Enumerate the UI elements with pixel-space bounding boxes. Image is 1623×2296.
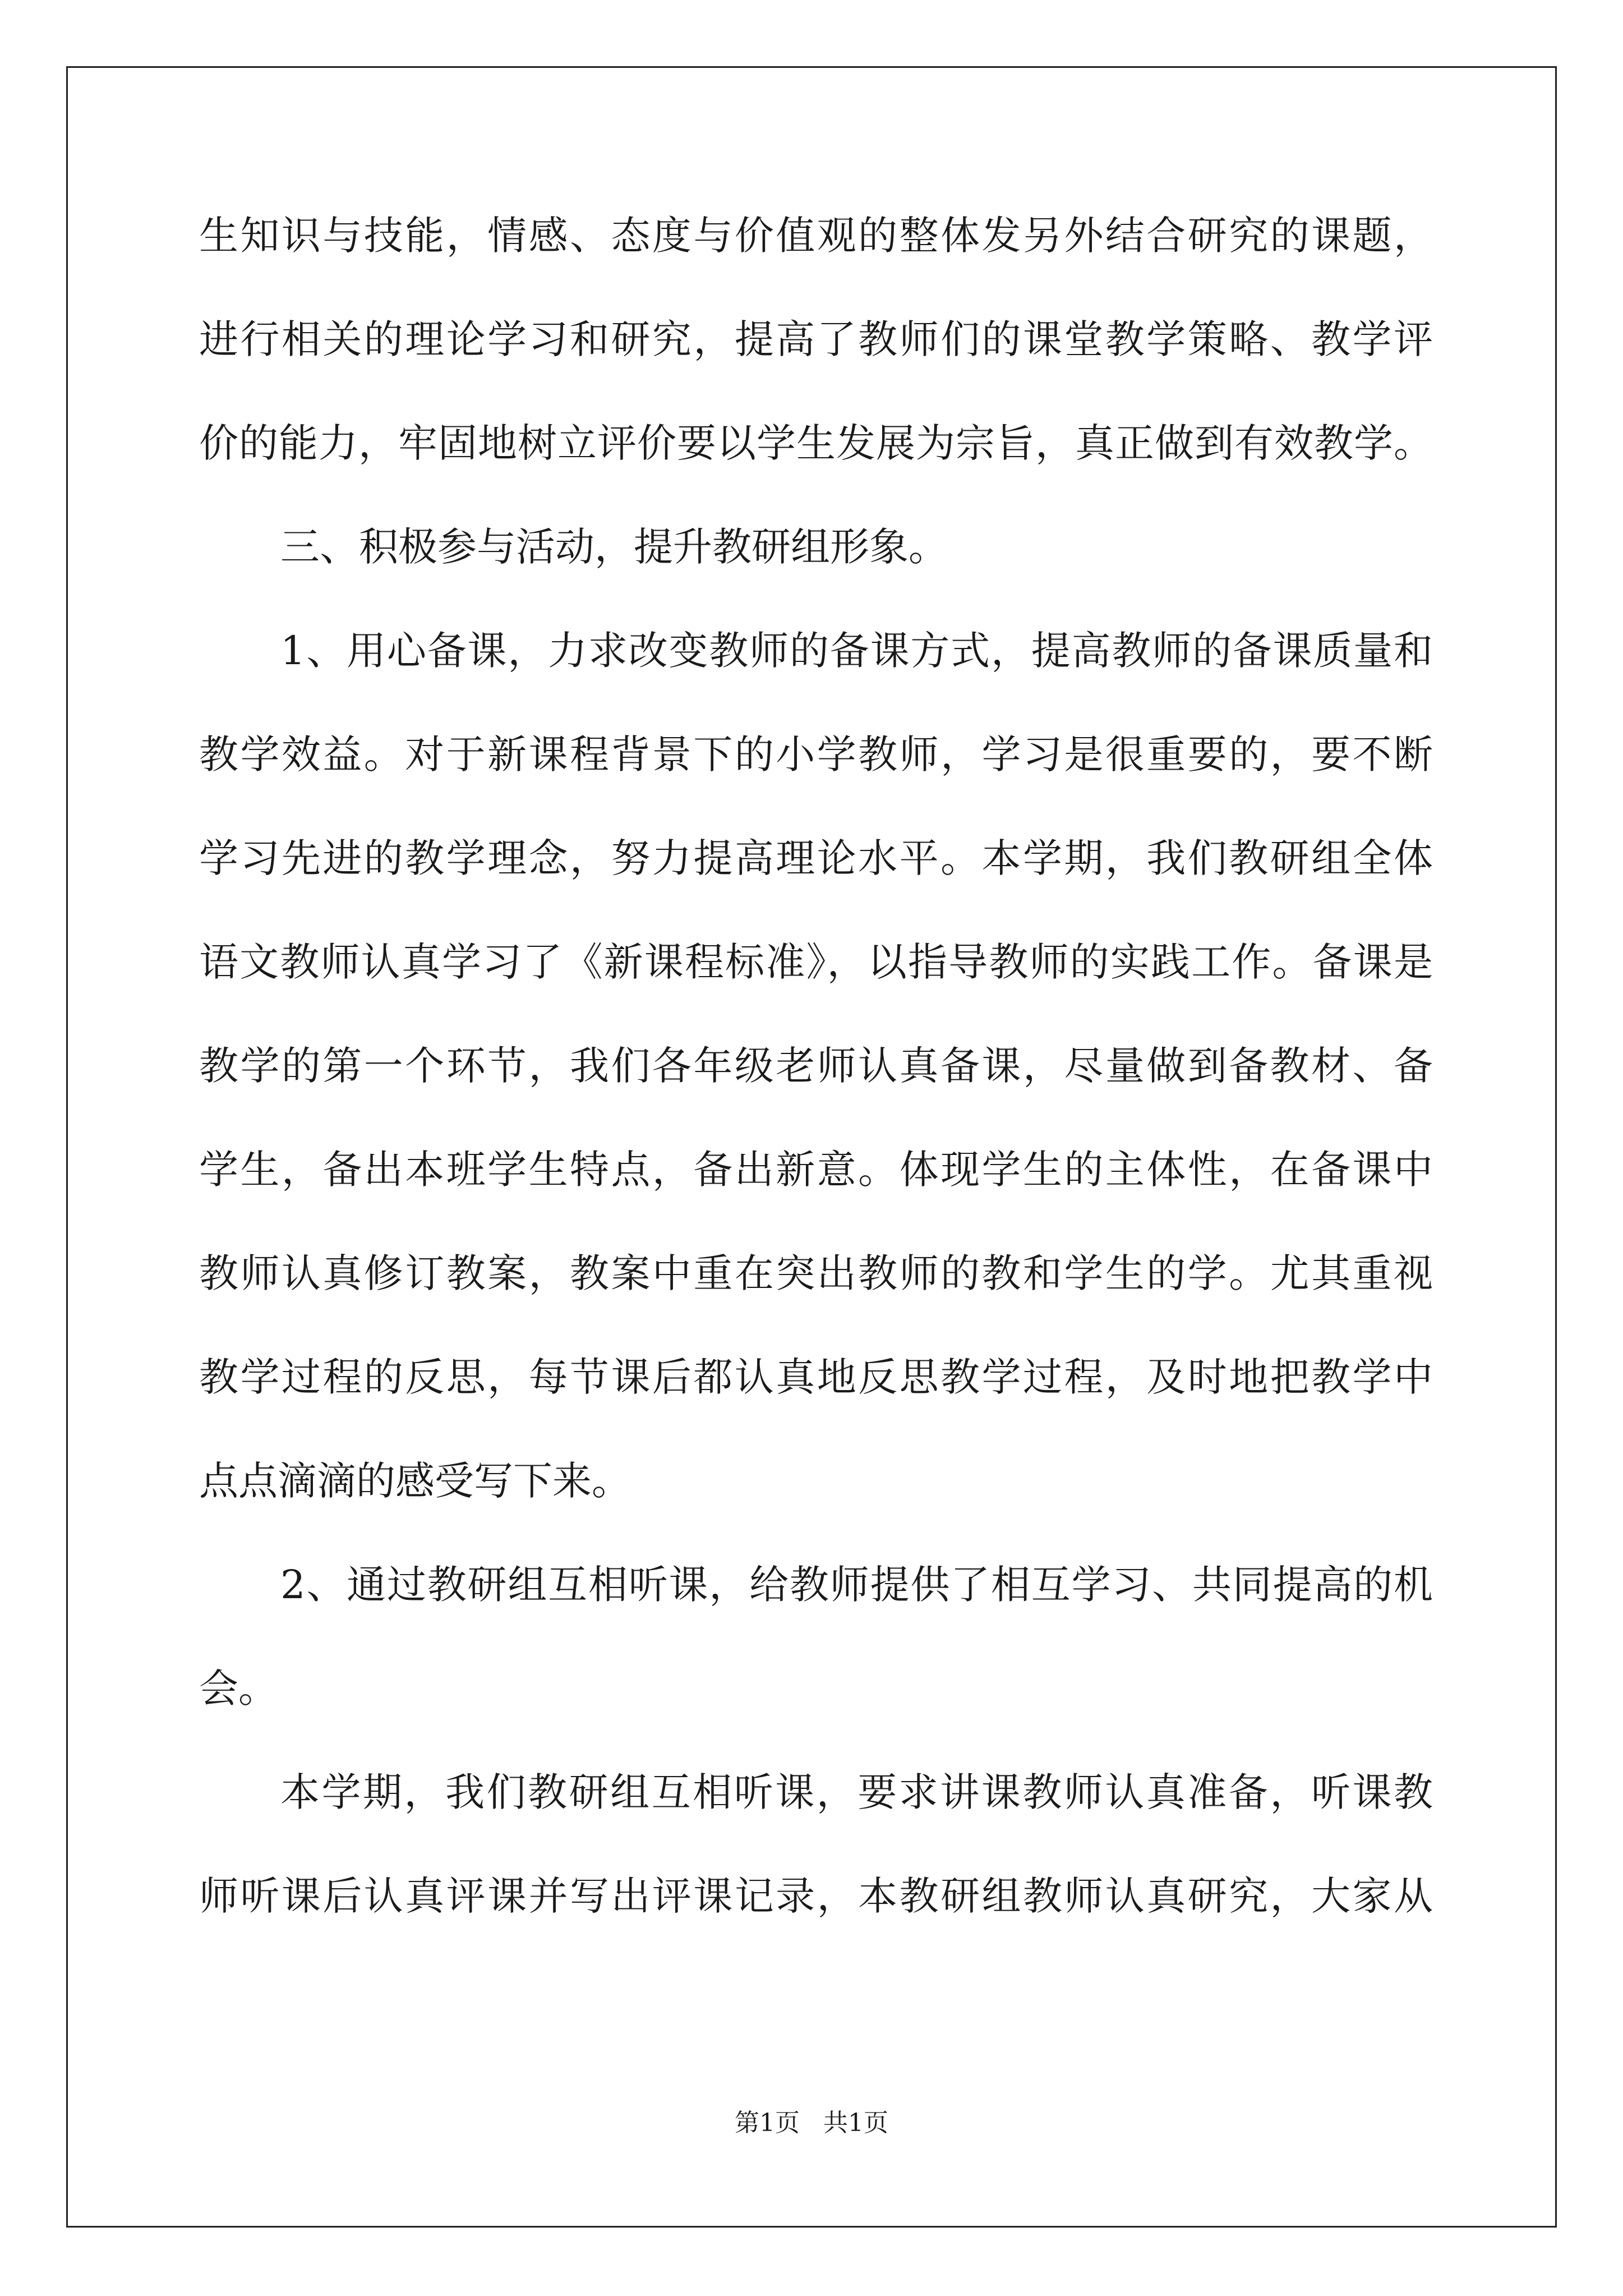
text-line: 语文教师认真学习了《新课程标准》，以指导教师的实践工作。备课是 (199, 939, 1433, 985)
text-line: 会。 (199, 1665, 278, 1711)
paragraph-start-line: 2、通过教研组互相听课，给教师提供了相互学习、共同提高的机 (280, 1562, 1433, 1608)
text-line: 进行相关的理论学习和研究，提高了教师们的课堂教学策略、教学评 (199, 316, 1433, 362)
text-line: 点点滴滴的感受写下来。 (199, 1458, 631, 1504)
text-line: 师听课后认真评课并写出评课记录，本教研组教师认真研究，大家从 (199, 1873, 1433, 1919)
text-line: 生知识与技能，情感、态度与价值观的整体发另外结合研究的课题， (199, 213, 1433, 259)
paragraph-start-line: 本学期，我们教研组互相听课，要求讲课教师认真准备，听课教 (280, 1769, 1433, 1815)
text-line: 教学的第一个环节，我们各年级老师认真备课，尽量做到备教材、备 (199, 1043, 1433, 1089)
text-line: 学习先进的教学理念，努力提高理论水平。本学期，我们教研组全体 (199, 835, 1433, 881)
text-line: 价的能力，牢固地树立评价要以学生发展为宗旨，真正做到有效教学。 (199, 420, 1433, 466)
section-heading: 三、积极参与活动，提升教研组形象。 (280, 524, 948, 570)
text-line: 教学过程的反思，每节课后都认真地反思教学过程，及时地把教学中 (199, 1354, 1433, 1400)
page-footer: 第1页 共1页 (735, 2109, 888, 2137)
paragraph-start-line: 1、用心备课，力求改变教师的备课方式，提高教师的备课质量和 (280, 628, 1433, 674)
text-line: 学生，备出本班学生特点，备出新意。体现学生的主体性，在备课中 (199, 1147, 1433, 1193)
text-line: 教师认真修订教案，教案中重在突出教师的教和学生的学。尤其重视 (199, 1250, 1433, 1296)
text-line: 教学效益。对于新课程背景下的小学教师，学习是很重要的，要不断 (199, 731, 1433, 777)
document-body (199, 209, 1433, 1973)
